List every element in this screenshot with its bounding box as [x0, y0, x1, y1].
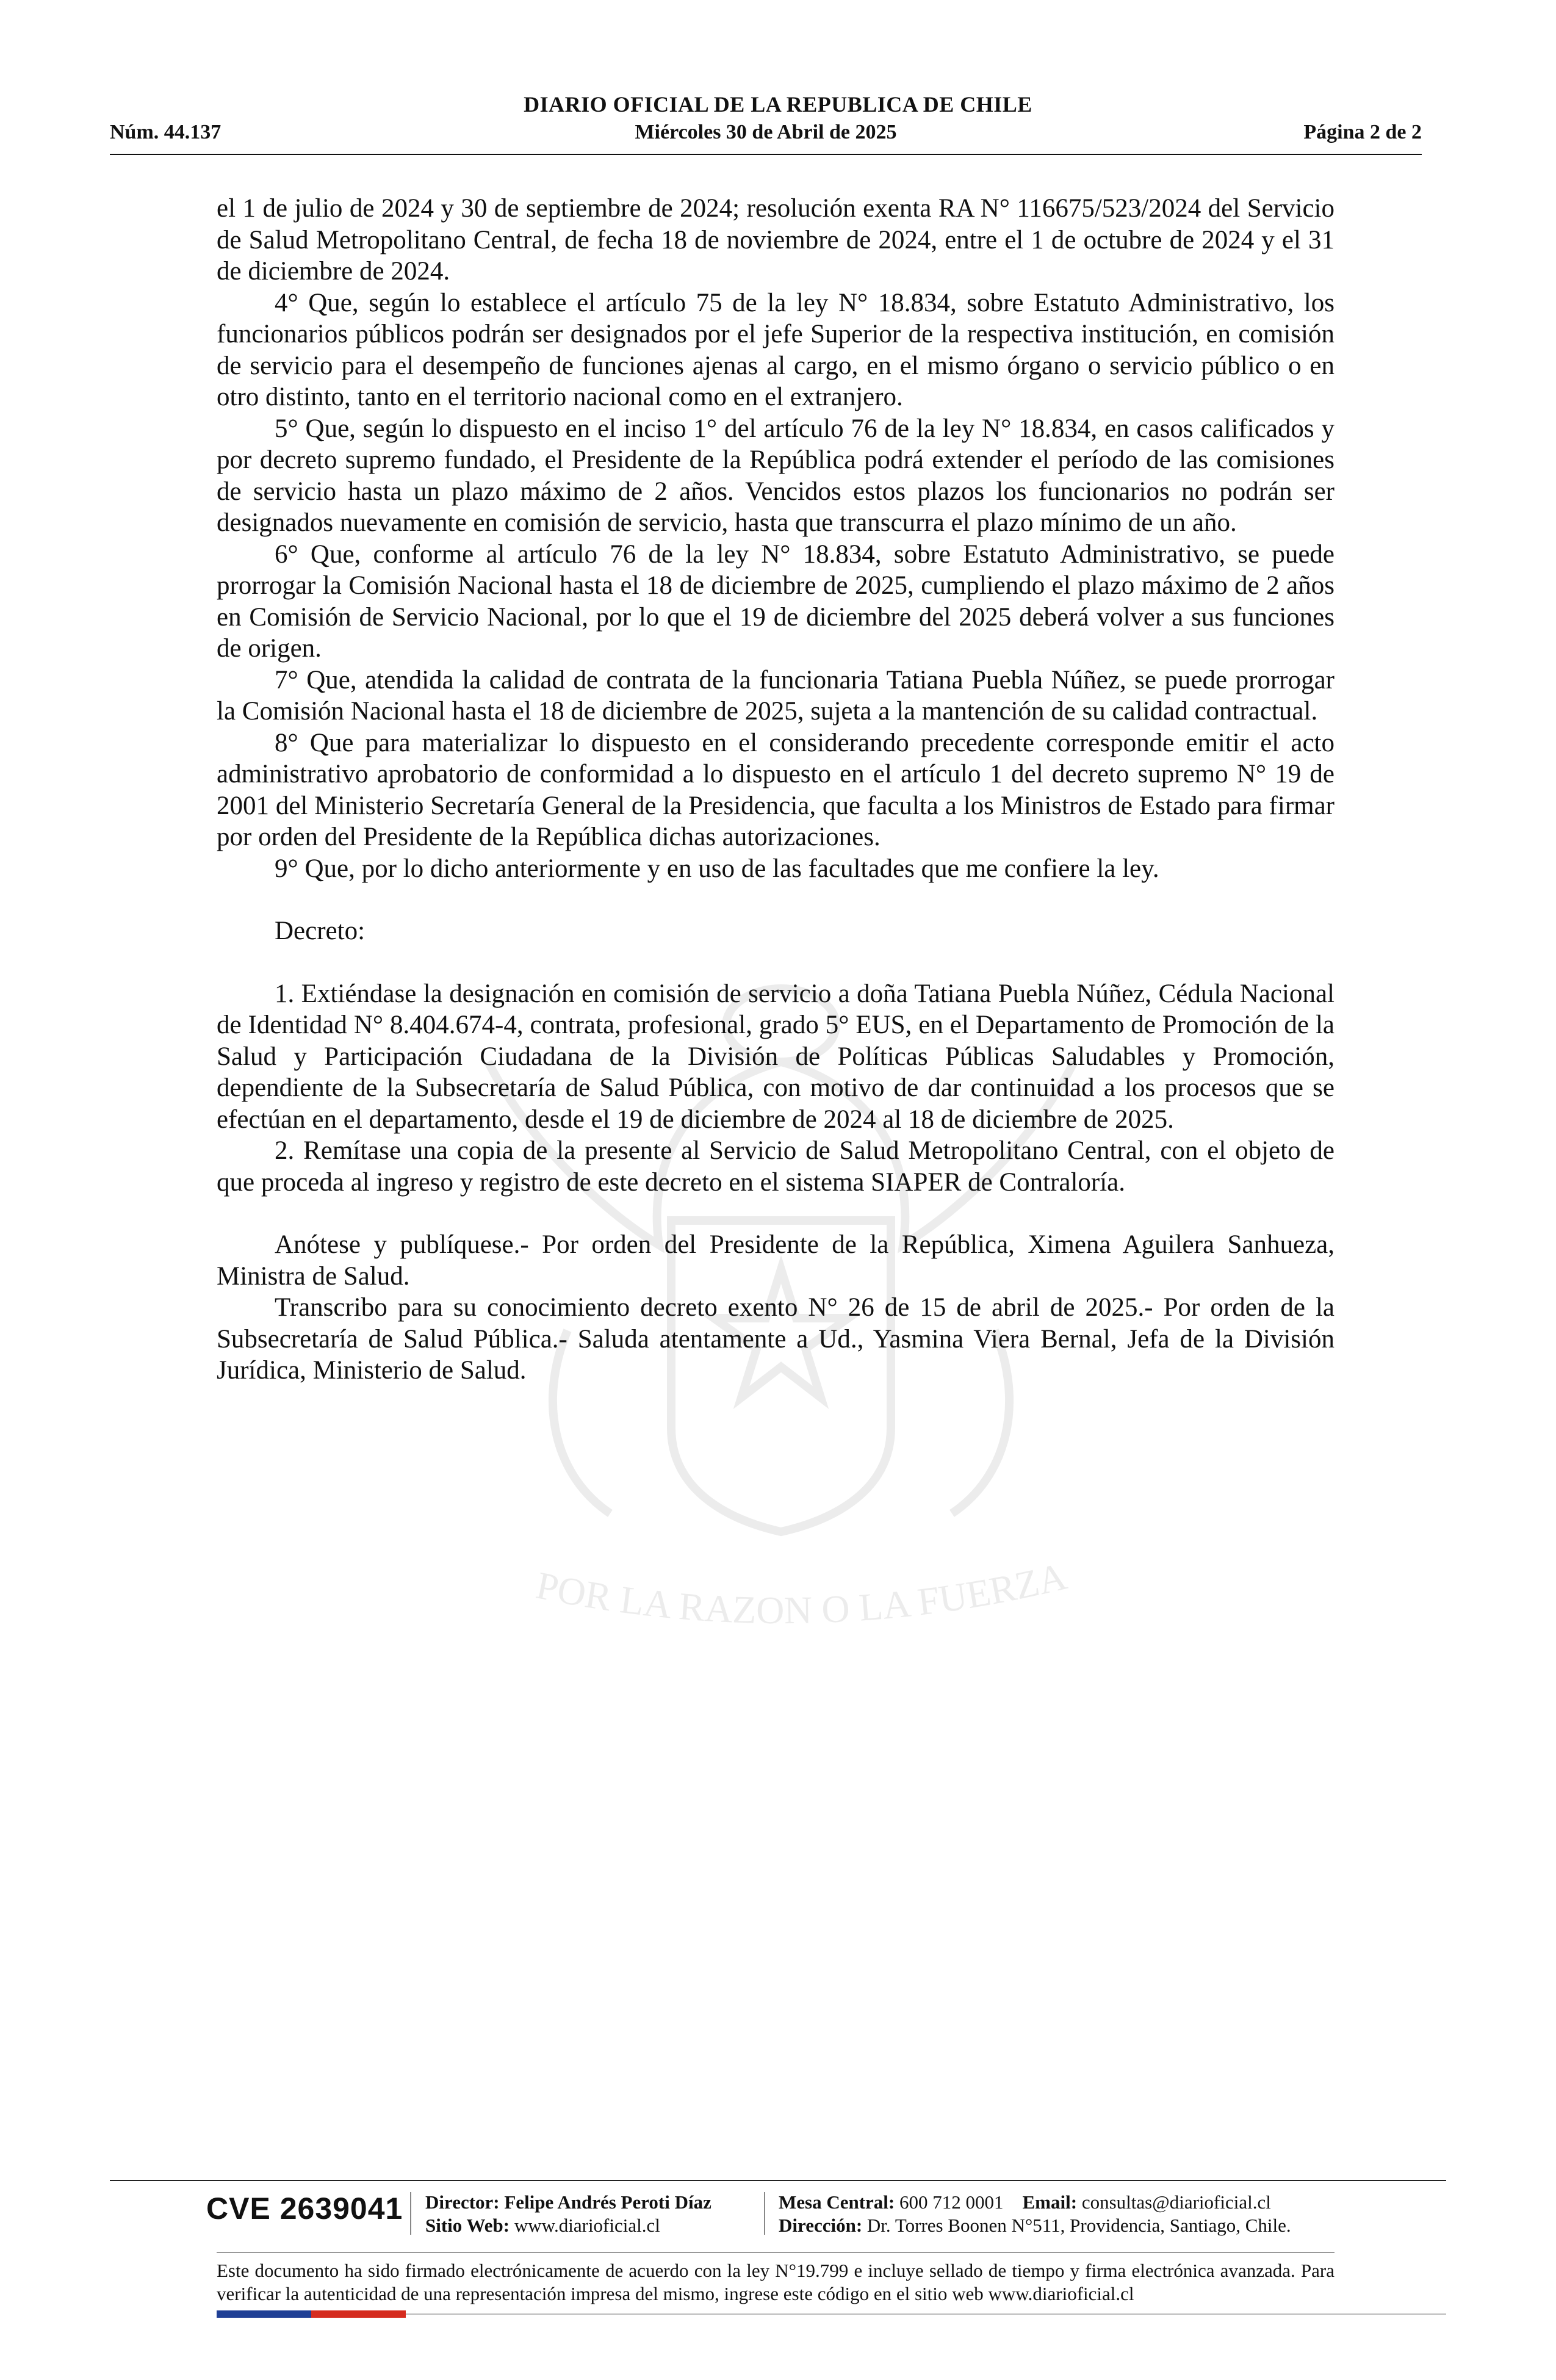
footer-separator	[764, 2192, 765, 2235]
motto-text: POR LA RAZON O LA FUERZA	[532, 1554, 1071, 1632]
considerando-9: 9° Que, por lo dicho anteriormente y en uso de las facultades que me confiere la ley.	[275, 854, 1159, 883]
considerando-8: 8° Que para materializar lo dispuesto en el considerando precedente corresponde emitir el acto administrativo aprobatorio de conformidad a lo dispuesto en el artículo 1 del decreto supremo N° 19 de 2001 del Ministerio Secretaría General de la Presidencia, que faculta a los Ministros de Estado para firmar por orden del Presidente de la República dichas autorizaciones.	[217, 728, 1334, 851]
flag-blue-segment	[217, 2310, 311, 2318]
decree-article-1: 1. Extiéndase la designación en comisión de servicio a doña Tatiana Puebla Núñez, Cédula Nacional de Identidad N° 8.404.674-4, contrata, profesional, grado 5° EUS, en el Departamento de Promoción de la Salud y Participación Ciudadana de la División de Políticas Públicas Saludables y Promoción, dependiente de la Subsecretaría de Salud Pública, con motivo de dar continuidad a los procesos que se efectúan en el departamento, desde el 19 de diciembre de 2024 al 18 de diciembre de 2025.	[217, 979, 1334, 1134]
closing-transcription: Transcribo para su conocimiento decreto exento N° 26 de 15 de abril de 2025.- Por orden de la Subsecretaría de Salud Pública.- Saluda atentamente a Ud., Yasmina Viera Bernal, Jefa de la División Jurídica, Ministerio de Salud.	[217, 1293, 1334, 1385]
flag-color-bar	[217, 2310, 406, 2318]
considerando-6: 6° Que, conforme al artículo 76 de la ley N° 18.834, sobre Estatuto Administrativo, se puede prorrogar la Comisión Nacional hasta el 18 de diciembre de 2025, cumpliendo el plazo máximo de 2 años en Comisión de Servicio Nacional, por lo que el 19 de diciembre del 2025 deberá volver a sus funciones de origen.	[217, 539, 1334, 663]
considerando-4: 4° Que, según lo establece el artículo 75 de la ley N° 18.834, sobre Estatuto Administrativo, los funcionarios públicos podrán ser designados por el jefe Superior de la respectiva institución, en comisión de servicio para el desempeño de funciones ajenas al cargo, en el mismo órgano o servicio público o en otro distinto, tanto en el territorio nacional como en el extranjero.	[217, 288, 1334, 411]
flag-red-segment	[311, 2310, 406, 2318]
footer-separator	[410, 2192, 411, 2235]
considerando-7: 7° Que, atendida la calidad de contrata de la funcionaria Tatiana Puebla Núñez, se puede prorrogar la Comisión Nacional hasta el 18 de diciembre de 2025, sujeta a la mantención de su calidad contractual.	[217, 665, 1334, 726]
decreto-heading: Decreto:	[275, 917, 366, 945]
considerando-5: 5° Que, según lo dispuesto en el inciso 1° del artículo 76 de la ley N° 18.834, en casos calificados y por decreto supremo fundado, el Presidente de la República podrá extender el período de las comisiones de servicio hasta un plazo máximo de 2 años. Vencidos estos plazos los funcionarios no podrán ser designados nuevamente en comisión de servicio, hasta que transcurra el plazo mínimo de un año.	[217, 414, 1334, 537]
paragraph-continuation: el 1 de julio de 2024 y 30 de septiembre de 2024; resolución exenta RA N° 116675/523/2024 del Servicio de Salud Metropolitano Central, de fecha 18 de noviembre de 2024, entre el 1 de octubre de 2024 y el 31 de diciembre de 2024.	[217, 194, 1334, 286]
mesa-label: Mesa Central:	[779, 2191, 895, 2213]
publication-title: DIARIO OFICIAL DE LA REPUBLICA DE CHILE	[524, 92, 1032, 117]
director-label: Director:	[425, 2191, 500, 2213]
page-indicator: Página 2 de 2	[1303, 121, 1422, 143]
decree-article-2: 2. Remítase una copia de la presente al Servicio de Salud Metropolitano Central, con el objeto de que proceda al ingreso y registro de este decreto en el sistema SIAPER de Contraloría.	[217, 1136, 1334, 1197]
mesa-phone: 600 712 0001	[899, 2191, 1004, 2213]
footer-director-block	[425, 2191, 711, 2237]
address-value: Dr. Torres Boonen N°511, Providencia, Santiago, Chile.	[866, 2215, 1291, 2236]
site-link[interactable]: www.diarioficial.cl	[514, 2215, 660, 2236]
cve-code: CVE 2639041	[206, 2191, 403, 2226]
email-label: Email:	[1022, 2191, 1078, 2213]
issue-date: Miércoles 30 de Abril de 2025	[635, 121, 897, 143]
issue-number: Núm. 44.137	[110, 121, 222, 143]
director-name: Felipe Andrés Peroti Díaz	[504, 2191, 711, 2213]
site-label: Sitio Web:	[425, 2215, 510, 2236]
footer-divider-top	[110, 2180, 1446, 2181]
address-label: Dirección:	[779, 2215, 863, 2236]
closing-publish: Anótese y publíquese.- Por orden del Presidente de la República, Ximena Aguilera Sanhueza, Ministra de Salud.	[217, 1230, 1334, 1291]
footer-divider-mid	[217, 2252, 1334, 2253]
header-divider	[110, 154, 1422, 155]
document-body	[217, 193, 1334, 1387]
electronic-signature-notice: Este documento ha sido firmado electrónicamente de acuerdo con la ley N°19.799 e incluye sellado de tiempo y firma electrónica avanzada. Para verificar la autenticidad de una representación impresa del mismo, ingrese este código en el sitio web www.diarioficial.cl	[217, 2260, 1334, 2304]
footer-contact-block	[779, 2191, 1291, 2237]
email-link[interactable]: consultas@diarioficial.cl	[1081, 2191, 1271, 2213]
footer-divider-bottom	[406, 2313, 1446, 2315]
